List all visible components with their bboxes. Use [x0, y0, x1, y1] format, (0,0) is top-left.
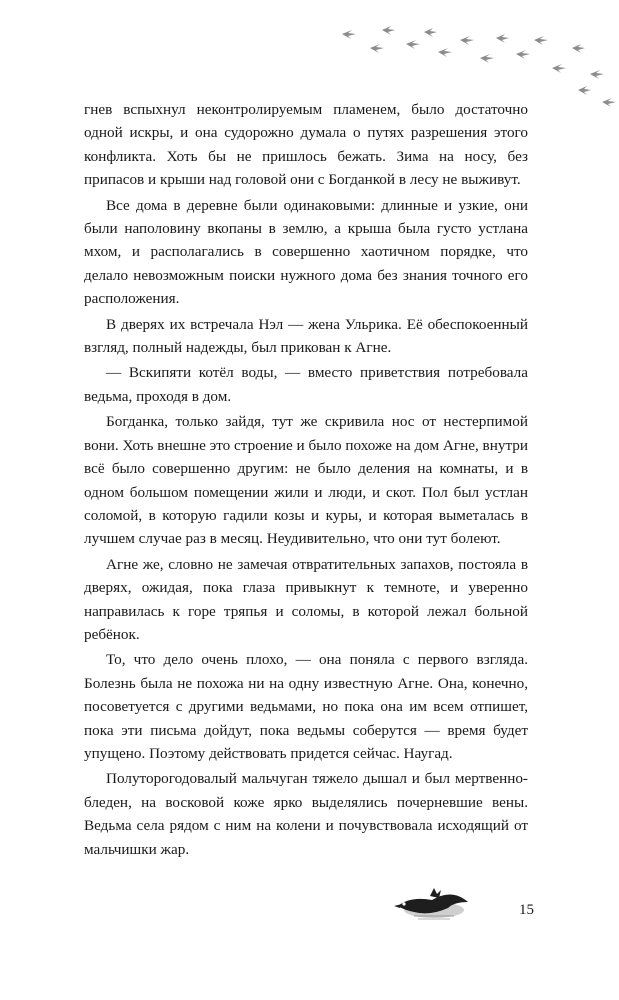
paragraph: гнев вспыхнул неконтролируемым пламенем, было достаточно одной искры, и она судорожно думала о путях разрешения этого конфликта. Хоть бы не пришлось бежать. Зима на носу, без припасов и крыши над головой они с Богданкой в лесу не выживут.: [84, 101, 528, 189]
bird-icon: [384, 884, 480, 924]
page-number: 15: [519, 902, 534, 918]
paragraph: Все дома в деревне были одинаковыми: длинные и узкие, они были наполовину вкопаны в землю, а крыша была густо устлана мхом, и располагались в совершенно хаотичном порядке, что делало невозможным поиски нужного дома без знания точного его расположения.: [84, 196, 528, 308]
paragraph: Полуторогодовалый мальчуган тяжело дышал и был мертвенно-бледен, на восковой коже ярко выделялись почерневшие вены. Ведьма села рядом с ним на колени и почувствовала исходящий от мальчишки жар.: [84, 770, 528, 858]
paragraph: То, что дело очень плохо, — она поняла с первого взгляда. Болезнь была не похожа ни на одну известную Агне. Она, конечно, посоветуется с другими ведьмами, но пока она им всем отпишет, пока эти письма дойдут, пока ведьмы соберутся — время будет упущено. Поэтому действовать придется сейчас. Наугад.: [84, 651, 528, 762]
paragraph: — Вскипяти котёл воды, — вместо приветствия потребовала ведьма, проходя в дом.: [84, 364, 528, 405]
paragraph: Агне же, словно не замечая отвратительных запахов, постояла в дверях, ожидая, пока глаза привыкнут к темноте, и уверенно направилась к горе тряпья и соломы, в которой лежал больной ребёнок.: [84, 555, 528, 643]
body-text: [84, 98, 528, 861]
paragraph: В дверях их встречала Нэл — жена Ульрика. Её обеспокоенный взгляд, полный надежды, был прикован к Агне.: [84, 315, 528, 357]
paragraph: Богданка, только зайдя, тут же скривила нос от нестерпимой вони. Хоть внешне это строение и было похоже на дом Агне, внутри всё было совершенно другим: не было деления на комнаты, и в одном большом помещении жили и люди, и скот. Пол был устлан соломой, в которую гадили козы и куры, и которая выметалась в лучшем случае раз в месяц. Неудивительно, что они тут болеют.: [84, 413, 528, 548]
